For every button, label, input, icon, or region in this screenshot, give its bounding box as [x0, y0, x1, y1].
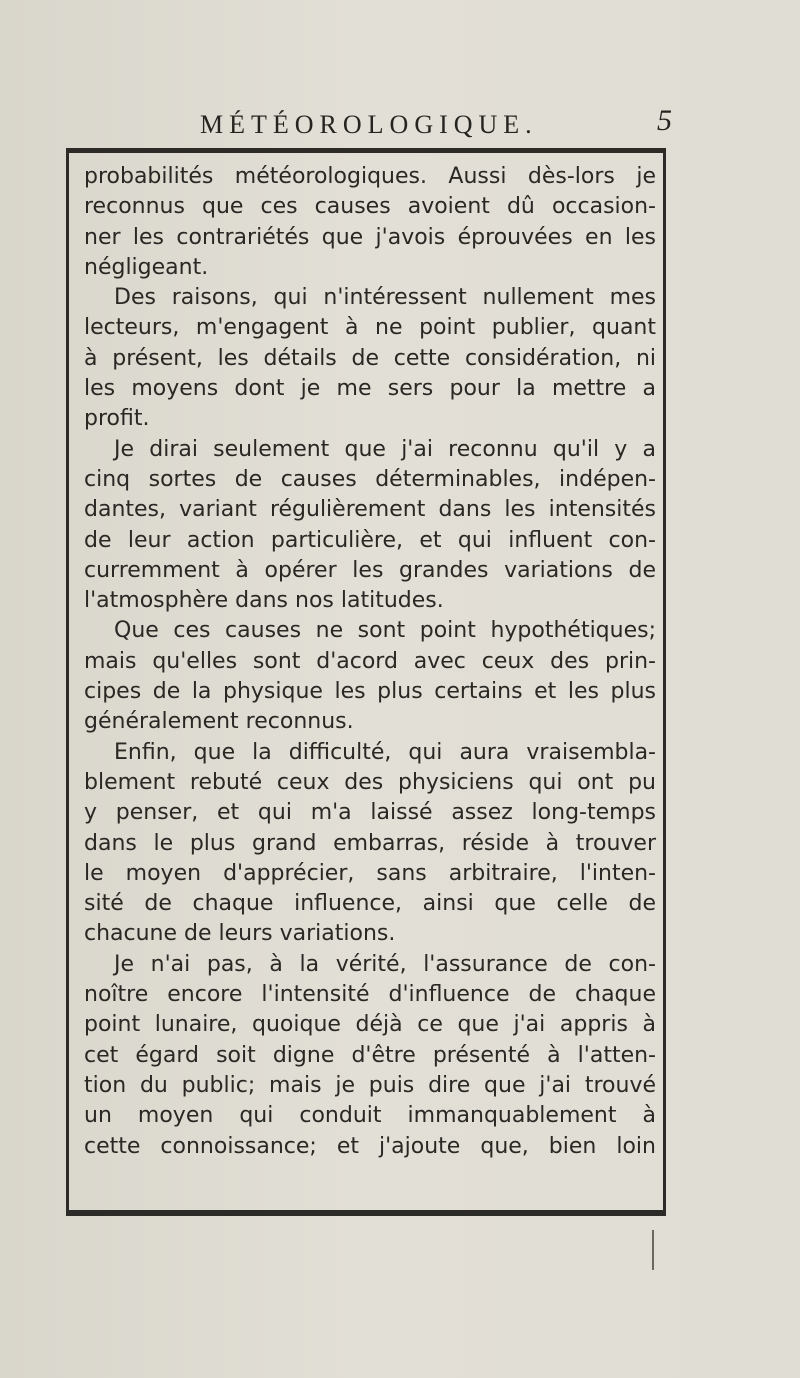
text-line: chacune de leurs variations.	[84, 921, 396, 947]
text-line: le moyen d'apprécier, sans arbitraire, l'inten-	[84, 860, 656, 886]
text-line: profit.	[84, 406, 150, 432]
text-line: Des raisons, qui n'intéressent nullement mes	[114, 285, 656, 311]
body-text	[84, 162, 656, 1162]
text-line: ner les contrariétés que j'avois éprouvées en les	[84, 224, 656, 250]
text-line: les moyens dont je me sers pour la mettre a	[84, 376, 656, 402]
text-line: probabilités météorologiques. Aussi dès-lors je	[84, 164, 656, 189]
text-line: dans le plus grand embarras, réside à trouver	[84, 830, 656, 856]
text-line: Que ces causes ne sont point hypothétiques;	[114, 618, 656, 644]
running-head: MÉTÉOROLOGIQUE.	[200, 110, 538, 139]
text-line: à présent, les détails de cette considération, ni	[84, 345, 656, 371]
text-line: reconnus que ces causes avoient dû occasion-	[84, 194, 656, 220]
text-line: cette connoissance; et j'ajoute que, bien loin	[84, 1133, 656, 1159]
text-line: y penser, et qui m'a laissé assez long-temps	[84, 800, 656, 826]
text-line: point lunaire, quoique déjà ce que j'ai appris à	[84, 1012, 656, 1038]
text-line: noître encore l'intensité d'influence de chaque	[84, 982, 656, 1008]
text-line: cinq sortes de causes déterminables, indépen-	[84, 466, 656, 492]
text-line: Je dirai seulement que j'ai reconnu qu'il y a	[114, 436, 656, 462]
text-line: l'atmosphère dans nos latitudes.	[84, 588, 444, 614]
text-line: tion du public; mais je puis dire que j'ai trouvé	[84, 1072, 656, 1098]
page-number: 5	[657, 104, 672, 137]
page-header	[60, 104, 680, 144]
text-line: négligeant.	[84, 254, 209, 280]
text-line: de leur action particulière, et qui influent con-	[84, 527, 656, 553]
text-line: cipes de la physique les plus certains et les plus	[84, 679, 656, 705]
margin-mark	[652, 1230, 654, 1270]
text-line: dantes, variant régulièrement dans les intensités	[84, 497, 656, 523]
text-line: Je n'ai pas, à la vérité, l'assurance de con-	[114, 951, 656, 977]
text-line: blement rebuté ceux des physiciens qui ont pu	[84, 769, 656, 795]
text-line: cet égard soit digne d'être présenté à l'atten-	[84, 1042, 656, 1068]
text-line: curremment à opérer les grandes variations de	[84, 557, 656, 583]
text-line: sité de chaque influence, ainsi que celle de	[84, 891, 656, 917]
text-line: lecteurs, m'engagent à ne point publier, quant	[84, 315, 656, 341]
text-line: un moyen qui conduit immanquablement à	[84, 1103, 656, 1129]
text-line: mais qu'elles sont d'acord avec ceux des prin-	[84, 648, 656, 674]
text-line: Enfin, que la difficulté, qui aura vraisembla-	[114, 739, 656, 765]
text-line: généralement reconnus.	[84, 709, 354, 735]
